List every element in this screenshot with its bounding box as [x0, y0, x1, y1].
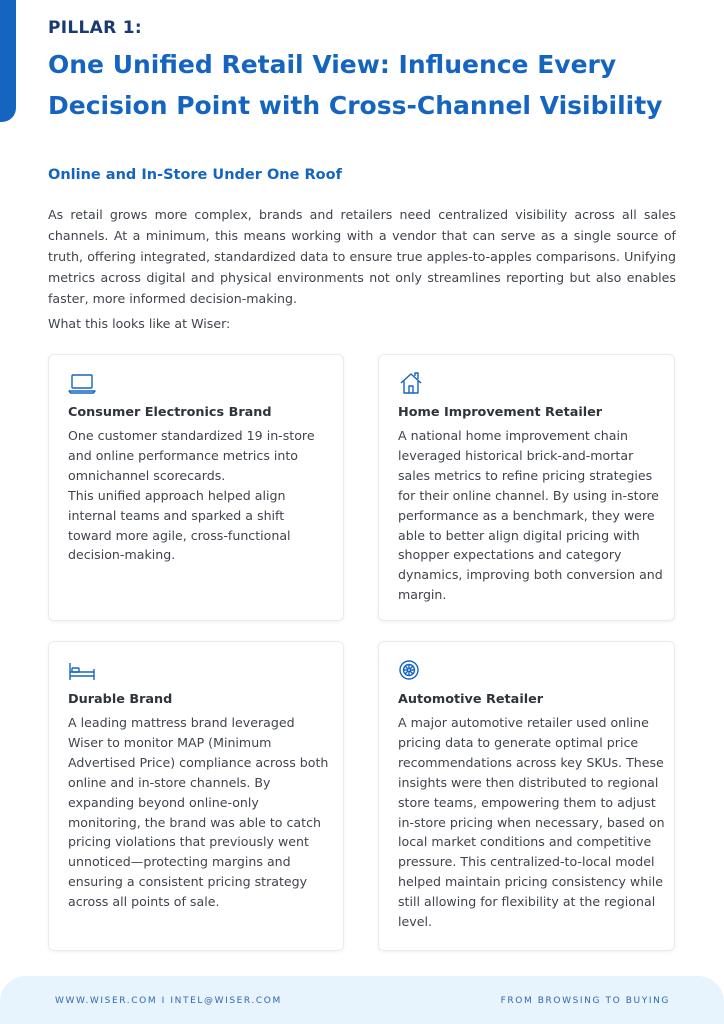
- card-body: One customer standardized 19 in-store and online performance metrics into omnichannel scorecards. This unified approach helped align internal teams and sparked a shift toward more agile, cross-functional decision-making.: [68, 428, 315, 563]
- page-title: [48, 44, 698, 126]
- card-body: A leading mattress brand leveraged Wiser to monitor MAP (Minimum Advertised Price) compliance across both online and in-store channels. By expanding beyond online-only monitoring, the brand was able to catch pricing violations that previously went unnoticed—protecting margins and ensuring a consistent pricing strategy across all points of sale.: [68, 715, 329, 910]
- card-body: A national home improvement chain leveraged historical brick-and-mortar sales metrics to refine pricing strategies for their online channel. By using in-store performance as a benchmark, they were able to better align digital pricing with shopper expectations and category dynamics, improving both conversion and margin.: [398, 428, 663, 603]
- page-title-line-1: One Unified Retail View: Influence Every: [48, 50, 617, 79]
- footer-contact: WWW.WISER.COM I INTEL@WISER.COM: [55, 996, 282, 1006]
- card-title: Automotive Retailer: [398, 692, 544, 707]
- footer-tagline: FROM BROWSING TO BUYING: [500, 996, 670, 1006]
- footer: [0, 976, 724, 1024]
- card-body: A major automotive retailer used online pricing data to generate optimal price recommendations across key SKUs. These insights were then distributed to regional store teams, empowering them to adjust in-store pricing when necessary, based on local market conditions and competitive pressure. This centralized-to-local model helped maintain pricing consistency while still allowing for flexibility at the regional level.: [398, 715, 665, 930]
- card-title: Consumer Electronics Brand: [68, 405, 272, 420]
- pillar-label: PILLAR 1:: [48, 18, 142, 38]
- bed-icon: [68, 658, 96, 682]
- case-card-automotive: [378, 641, 675, 951]
- laptop-icon: [68, 371, 96, 395]
- accent-bar: [0, 0, 16, 122]
- page-title-line-2: Decision Point with Cross-Channel Visibility: [48, 91, 663, 120]
- case-card-consumer-electronics: [48, 354, 344, 621]
- case-card-durable-brand: [48, 641, 344, 951]
- section-heading: Online and In-Store Under One Roof: [48, 167, 342, 183]
- case-card-home-improvement: [378, 354, 675, 621]
- intro-paragraph: As retail grows more complex, brands and retailers need centralized visibility across all sales channels. At a minimum, this means working with a vendor that can serve as a single source of truth, offering integrated, standardized data to ensure true apples-to-apples comparisons. Unifying metrics across digital and physical environments not only streamlines reporting but also enables faster, more informed decision-making.: [48, 207, 676, 306]
- card-title: Durable Brand: [68, 692, 173, 707]
- wheel-icon: [398, 658, 426, 682]
- house-icon: [398, 371, 426, 395]
- lead-in-text: What this looks like at Wiser:: [48, 316, 231, 331]
- card-title: Home Improvement Retailer: [398, 405, 603, 420]
